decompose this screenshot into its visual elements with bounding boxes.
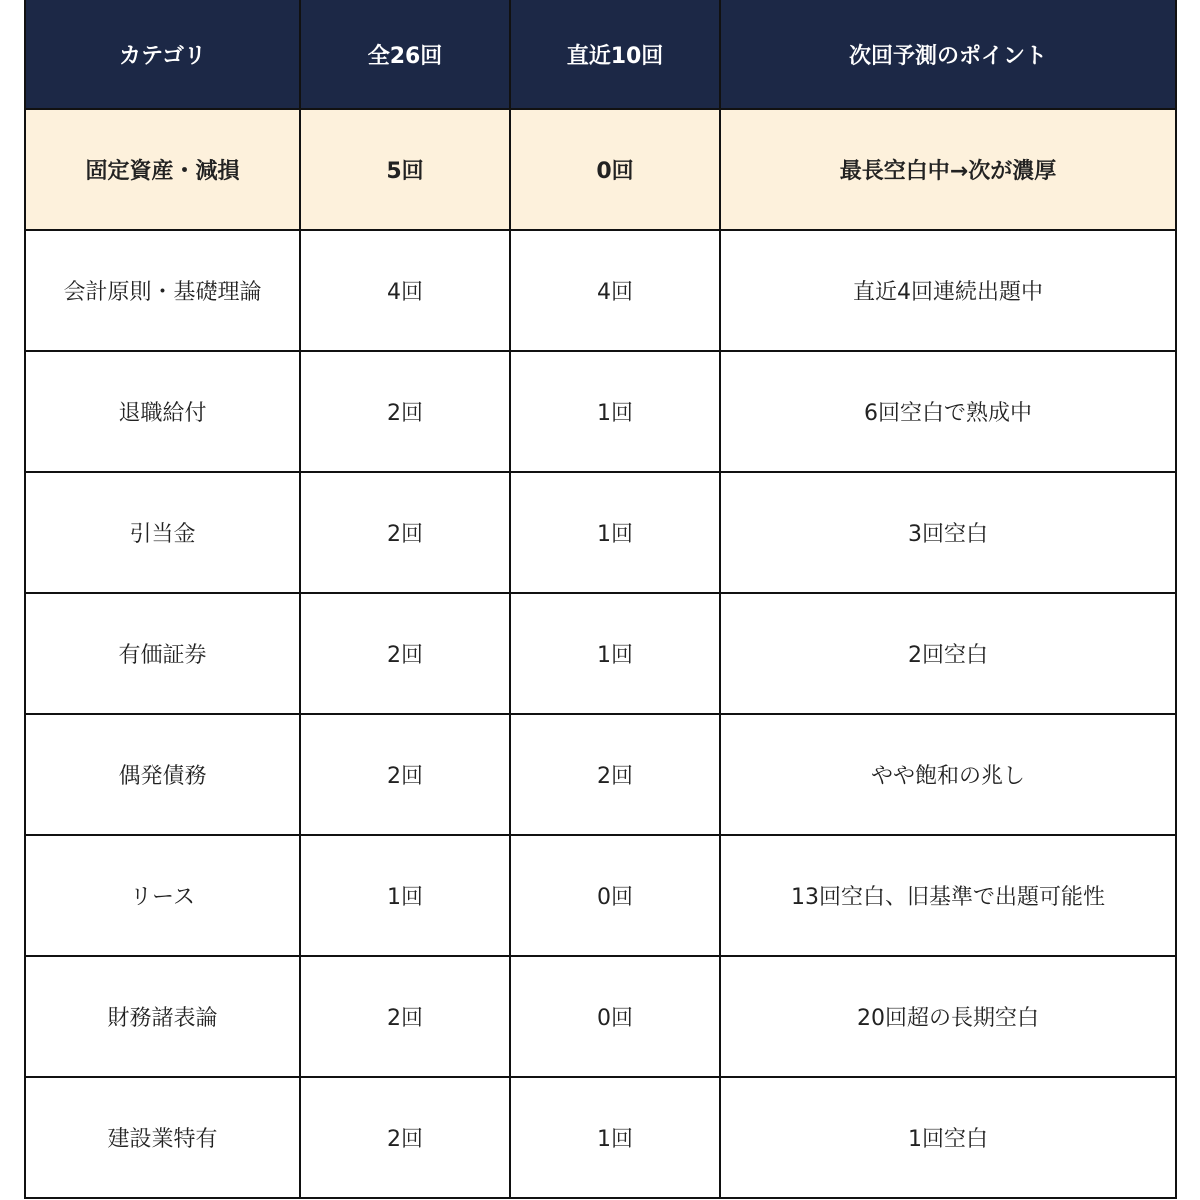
table-container xyxy=(24,0,1176,1200)
cell-category: 固定資産・減損 xyxy=(25,109,300,230)
header-total: 全26回 xyxy=(300,0,510,109)
cell-recent: 1回 xyxy=(510,1077,720,1198)
table-row xyxy=(25,714,1176,835)
cell-point: 3回空白 xyxy=(720,472,1176,593)
cell-recent: 0回 xyxy=(510,835,720,956)
cell-recent: 1回 xyxy=(510,472,720,593)
cell-total: 4回 xyxy=(300,230,510,351)
cell-category: 退職給付 xyxy=(25,351,300,472)
cell-recent: 1回 xyxy=(510,351,720,472)
cell-point: 直近4回連続出題中 xyxy=(720,230,1176,351)
cell-recent: 4回 xyxy=(510,230,720,351)
table-row xyxy=(25,593,1176,714)
cell-total: 1回 xyxy=(300,835,510,956)
header-recent: 直近10回 xyxy=(510,0,720,109)
table-header-row xyxy=(25,0,1176,109)
header-point: 次回予測のポイント xyxy=(720,0,1176,109)
cell-category: 建設業特有 xyxy=(25,1077,300,1198)
header-category: カテゴリ xyxy=(25,0,300,109)
table-row xyxy=(25,1077,1176,1198)
cell-recent: 1回 xyxy=(510,593,720,714)
table-row xyxy=(25,956,1176,1077)
cell-point: 13回空白、旧基準で出題可能性 xyxy=(720,835,1176,956)
cell-total: 2回 xyxy=(300,351,510,472)
cell-recent: 2回 xyxy=(510,714,720,835)
cell-category: 引当金 xyxy=(25,472,300,593)
cell-point: 2回空白 xyxy=(720,593,1176,714)
cell-point: 最長空白中→次が濃厚 xyxy=(720,109,1176,230)
cell-point: 1回空白 xyxy=(720,1077,1176,1198)
table-row xyxy=(25,835,1176,956)
cell-total: 5回 xyxy=(300,109,510,230)
cell-point: 6回空白で熟成中 xyxy=(720,351,1176,472)
table-row xyxy=(25,472,1176,593)
cell-total: 2回 xyxy=(300,714,510,835)
category-table xyxy=(24,0,1177,1199)
cell-recent: 0回 xyxy=(510,109,720,230)
table-row xyxy=(25,230,1176,351)
cell-total: 2回 xyxy=(300,1077,510,1198)
cell-recent: 0回 xyxy=(510,956,720,1077)
cell-category: 偶発債務 xyxy=(25,714,300,835)
table-row xyxy=(25,351,1176,472)
table-row xyxy=(25,109,1176,230)
cell-category: 会計原則・基礎理論 xyxy=(25,230,300,351)
cell-total: 2回 xyxy=(300,472,510,593)
cell-category: 財務諸表論 xyxy=(25,956,300,1077)
cell-total: 2回 xyxy=(300,593,510,714)
cell-point: やや飽和の兆し xyxy=(720,714,1176,835)
cell-category: 有価証券 xyxy=(25,593,300,714)
cell-point: 20回超の長期空白 xyxy=(720,956,1176,1077)
cell-category: リース xyxy=(25,835,300,956)
cell-total: 2回 xyxy=(300,956,510,1077)
